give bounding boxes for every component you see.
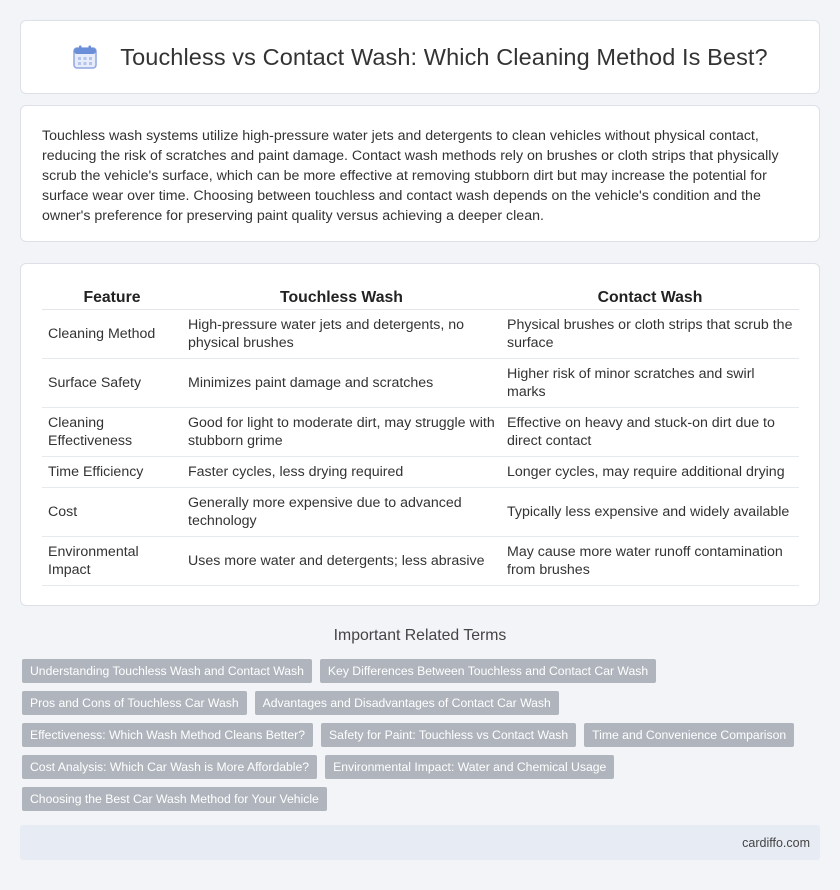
contact-cell: Typically less expensive and widely available (501, 488, 799, 537)
related-term-tag[interactable]: Key Differences Between Touchless and Contact Car Wash (320, 659, 656, 683)
page-title: Touchless vs Contact Wash: Which Cleaning Method Is Best? (120, 43, 768, 70)
feature-cell: Surface Safety (42, 359, 182, 408)
contact-cell: Physical brushes or cloth strips that scrub the surface (501, 310, 799, 359)
touchless-cell: Good for light to moderate dirt, may struggle with stubborn grime (182, 408, 501, 457)
header-card (20, 20, 820, 94)
touchless-cell: High-pressure water jets and detergents, no physical brushes (182, 310, 501, 359)
related-term-tag[interactable]: Cost Analysis: Which Car Wash is More Affordable? (22, 755, 317, 779)
feature-cell: Time Efficiency (42, 457, 182, 488)
feature-cell: Cleaning Method (42, 310, 182, 359)
related-terms-title: Important Related Terms (333, 627, 507, 644)
touchless-cell: Generally more expensive due to advanced technology (182, 488, 501, 537)
feature-cell: Cleaning Effectiveness (42, 408, 182, 457)
related-term-tag[interactable]: Choosing the Best Car Wash Method for Your Vehicle (22, 787, 327, 811)
footer-site-link[interactable]: cardiffo.com (742, 835, 810, 850)
table-row (42, 310, 799, 359)
intro-paragraph: Touchless wash systems utilize high-pressure water jets and detergents to clean vehicles without physical contact, reducing the risk of scratches and paint damage. Contact wash methods rely on brushes or cloth strips that physically scrub the vehicle's surface, which can be more effective at removing stubborn dirt but may increase the potential for surface wear over time. Choosing between touchless and contact wash depends on the vehicle's condition and the owner's preference for preserving paint quality versus achieving a deeper clean. (42, 128, 779, 224)
footer (20, 825, 820, 860)
column-header-feature: Feature (42, 285, 182, 310)
comparison-table (42, 285, 799, 586)
feature-cell: Environmental Impact (42, 537, 182, 586)
comparison-table-card (20, 263, 820, 606)
contact-cell: May cause more water runoff contamination from brushes (501, 537, 799, 586)
related-term-tag[interactable]: Advantages and Disadvantages of Contact Car Wash (255, 691, 559, 715)
contact-cell: Longer cycles, may require additional drying (501, 457, 799, 488)
related-terms-list (22, 659, 812, 811)
related-term-tag[interactable]: Environmental Impact: Water and Chemical Usage (325, 755, 614, 779)
touchless-cell: Uses more water and detergents; less abrasive (182, 537, 501, 586)
column-header-contact: Contact Wash (501, 285, 799, 310)
contact-cell: Effective on heavy and stuck-on dirt due to direct contact (501, 408, 799, 457)
touchless-cell: Faster cycles, less drying required (182, 457, 501, 488)
table-row (42, 488, 799, 537)
header (72, 44, 767, 71)
table-row (42, 359, 799, 408)
related-term-tag[interactable]: Safety for Paint: Touchless vs Contact Wash (321, 723, 576, 747)
touchless-cell: Minimizes paint damage and scratches (182, 359, 501, 408)
related-term-tag[interactable]: Time and Convenience Comparison (584, 723, 794, 747)
intro-card (20, 105, 820, 242)
related-term-tag[interactable]: Pros and Cons of Touchless Car Wash (22, 691, 247, 715)
table-row (42, 408, 799, 457)
feature-cell: Cost (42, 488, 182, 537)
related-term-tag[interactable]: Understanding Touchless Wash and Contact Wash (22, 659, 312, 683)
table-row (42, 537, 799, 586)
column-header-touchless: Touchless Wash (182, 285, 501, 310)
calendar-icon (72, 44, 98, 70)
table-header-row (42, 285, 799, 310)
related-term-tag[interactable]: Effectiveness: Which Wash Method Cleans Better? (22, 723, 313, 747)
contact-cell: Higher risk of minor scratches and swirl marks (501, 359, 799, 408)
table-row (42, 457, 799, 488)
